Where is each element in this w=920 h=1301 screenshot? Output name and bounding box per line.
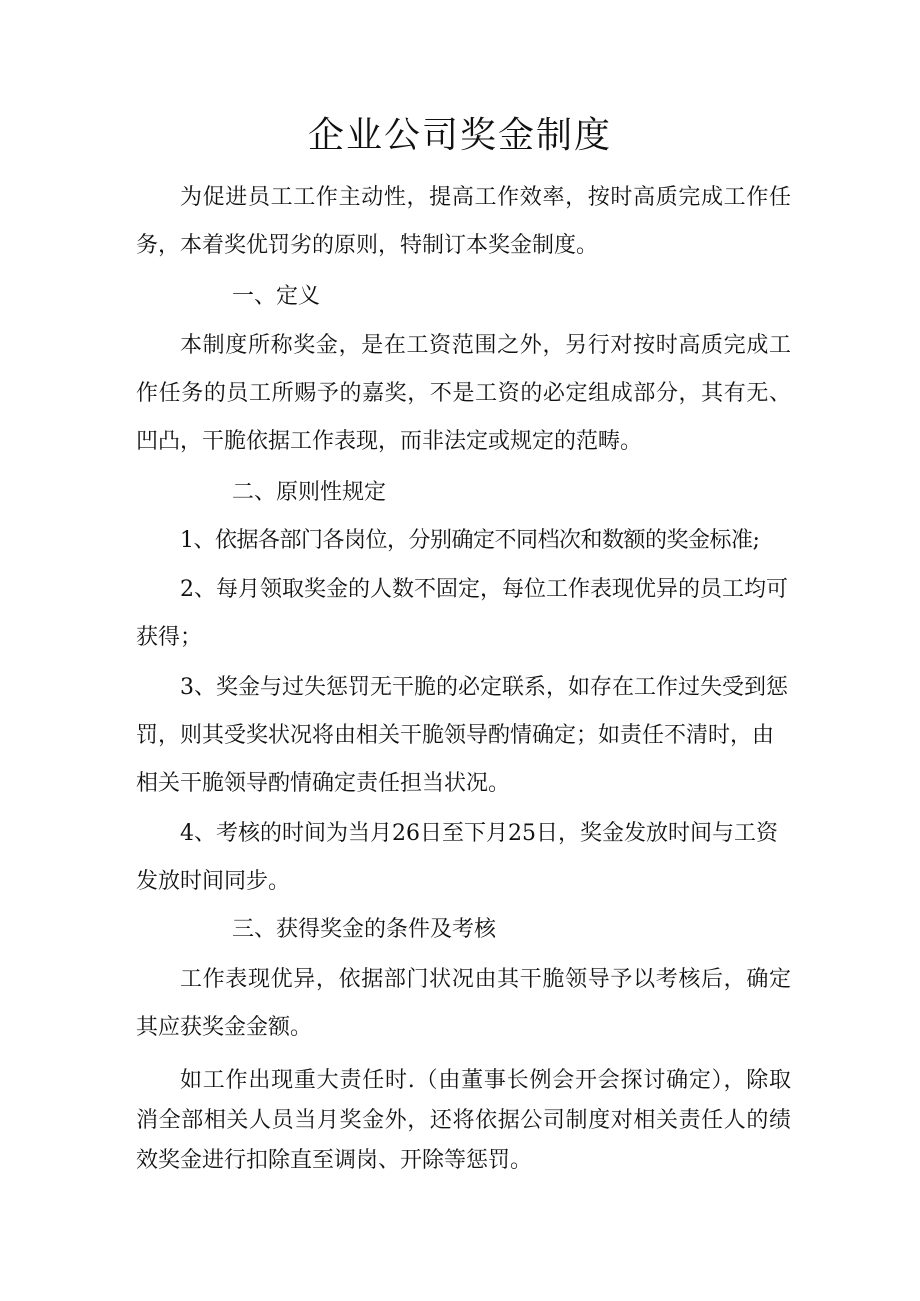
intro-paragraph: 为促进员工工作主动性，提高工作效率，按时高质完成工作任务，本着奖优罚劣的原则，特制订本奖金制度。	[136, 185, 791, 258]
definition-paragraph: 本制度所称奖金，是在工资范围之外，另行对按时高质完成工作任务的员工所赐予的嘉奖，不是工资的必定组成部分，其有无、凹凸，干脆依据工作表现，而非法定或规定的范畴。	[136, 333, 791, 454]
principle-item-4: 4、考核的时间为当月26日至下月25日，奖金发放时间与工资发放时间同步。	[136, 821, 778, 894]
principle-item-3: 3、奖金与过失惩罚无干脆的必定联系，如存在工作过失受到惩罚，则其受奖状况将由相关干脆领导酌情确定；如责任不清时，由相关干脆领导酌情确定责任担当状况。	[136, 675, 788, 796]
conditions-paragraph-1: 工作表现优异，依据部门状况由其干脆领导予以考核后，确定其应获奖金金额。	[136, 967, 791, 1040]
document-title: 企业公司奖金制度	[307, 115, 612, 156]
conditions-paragraph-2: 如工作出现重大责任时.（由董事长例会开会探讨确定），除取消全部相关人员当月奖金外，还将依据公司制度对相关责任人的绩效奖金进行扣除直至调岗、开除等惩罚。	[136, 1068, 791, 1173]
section-heading-definition: 一、定义	[232, 284, 321, 309]
principle-item-2: 2、每月领取奖金的人数不固定，每位工作表现优异的员工均可获得；	[136, 577, 788, 650]
principle-item-1: 1、依据各部门各岗位，分别确定不同档次和数额的奖金标准;	[180, 528, 760, 553]
section-heading-principles: 二、原则性规定	[232, 480, 387, 505]
section-heading-conditions: 三、获得奖金的条件及考核	[232, 917, 497, 942]
